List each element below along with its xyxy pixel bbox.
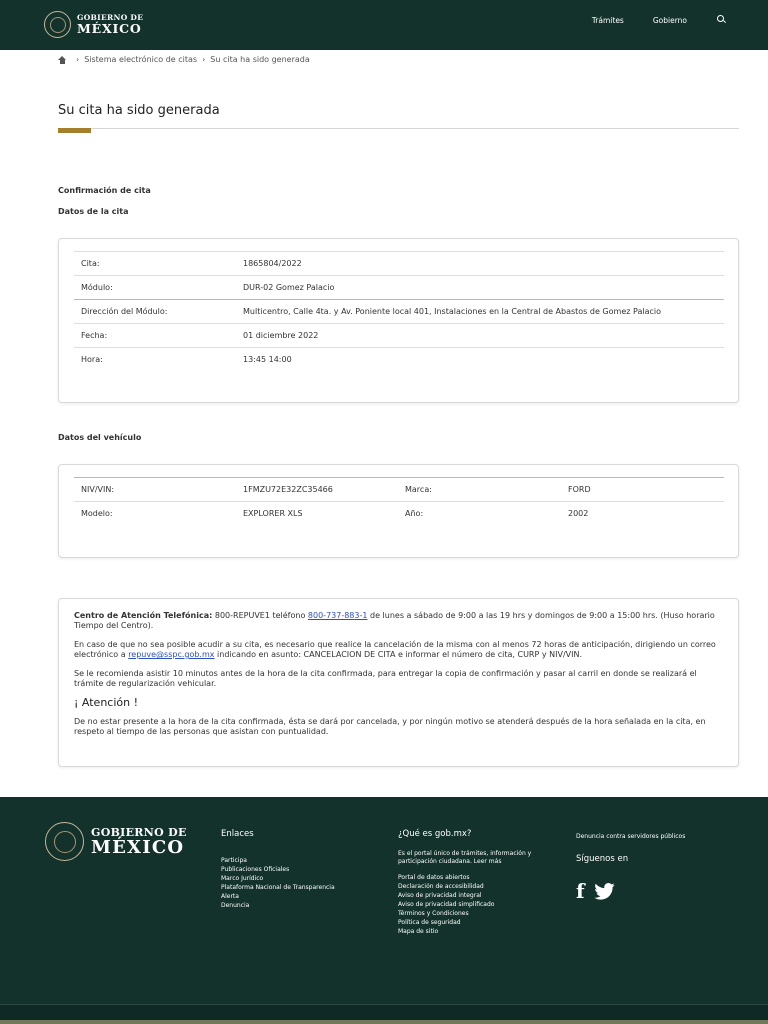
chevron-right-icon: › — [76, 55, 80, 64]
footer-link-alerta[interactable]: Alerta — [221, 893, 239, 900]
cell-label: Modelo: — [81, 509, 113, 518]
footer-about-text: Es el portal único de trámites, información y participación ciudadana. Leer más — [398, 850, 532, 865]
appointment-heading: Datos de la cita — [58, 207, 129, 216]
cell-value: Multicentro, Calle 4ta. y Av. Poniente local 401, Instalaciones en la Central de Abastos de Gomez Palacio — [243, 307, 661, 316]
vehicle-table — [74, 477, 724, 525]
footer-link-terminos[interactable]: Términos y Condiciones — [398, 910, 469, 917]
cell-value: FORD — [568, 485, 591, 494]
top-navbar — [0, 0, 768, 50]
cell-value: 2002 — [568, 509, 589, 518]
footer-link-mapa[interactable]: Mapa de sitio — [398, 928, 439, 935]
chevron-right-icon: › — [202, 55, 206, 64]
phone-link[interactable]: 800-737-883-1 — [307, 611, 368, 620]
cell-label: Dirección del Módulo: — [81, 307, 168, 316]
cell-value: DUR-02 Gomez Palacio — [243, 283, 335, 292]
footer-link-publicaciones[interactable]: Publicaciones Oficiales — [221, 866, 290, 873]
social-links — [576, 881, 616, 901]
main-nav — [563, 14, 728, 26]
attention-heading: ¡ Atención ! — [74, 696, 139, 709]
footer-follow-label: Síguenos en — [576, 854, 629, 864]
gobierno-de-mexico-logo[interactable] — [44, 11, 143, 38]
footer-about-title: ¿Qué es gob.mx? — [398, 829, 472, 839]
logo-line-2: MÉXICO — [77, 20, 142, 36]
vehicle-card — [58, 464, 739, 558]
home-icon[interactable] — [58, 56, 66, 64]
cell-label: Hora: — [81, 355, 103, 364]
footer-link-denuncia[interactable]: Denuncia — [221, 902, 250, 909]
breadcrumb — [58, 55, 310, 64]
coat-of-arms-icon — [45, 822, 84, 861]
footer-logo-line-2: MÉXICO — [91, 836, 185, 858]
footer-link-transparencia[interactable]: Plataforma Nacional de Transparencia — [221, 884, 335, 891]
table-row — [74, 251, 724, 275]
table-row — [74, 477, 724, 501]
nav-gobierno[interactable]: Gobierno — [652, 15, 687, 25]
appointment-card — [58, 238, 739, 403]
attention-paragraph: De no estar presente a la hora de la cita confirmada, ésta se dará por cancelada, y por ningún motivo se atenderá después de la hora señalada en la cita, en respeto al tiempo de las personas que asistan con puntualidad. — [74, 717, 706, 736]
cell-label: Módulo: — [81, 283, 113, 292]
table-row — [74, 275, 724, 299]
cell-value: 1865804/2022 — [243, 259, 302, 268]
footer-link-datos-abiertos[interactable]: Portal de datos abiertos — [398, 874, 470, 881]
facebook-icon[interactable]: f — [576, 879, 585, 903]
breadcrumb-item-current: Su cita ha sido generada — [210, 55, 310, 64]
vehicle-heading: Datos del vehículo — [58, 433, 142, 442]
call-center-paragraph: Centro de Atención Telefónica: 800-REPUVE1 teléfono 800-737-883-1 de lunes a sábado de 9:00 a las 19 hrs y domingos de 9:00 a 15:00 hrs. (Huso horario Tiempo del Centro). — [74, 611, 715, 630]
cell-value: 13:45 14:00 — [243, 355, 292, 364]
cancellation-paragraph: En caso de que no sea posible acudir a su cita, es necesario que realice la cancelación de la misma con al menos 72 horas de anticipación, dirigiendo un correo electrónico a repuve@sspc.gob.mx indicando en asunto: CANCELACION DE CITA e informar el número de cita, CURP y NIV/VIN. — [74, 640, 716, 659]
cell-label: NIV/VIN: — [81, 485, 115, 494]
information-box — [58, 598, 739, 767]
page-title: Su cita ha sido generada — [58, 103, 220, 118]
footer-link-seguridad[interactable]: Política de seguridad — [398, 919, 461, 926]
cell-label: Fecha: — [81, 331, 108, 340]
nav-tramites[interactable]: Trámites — [591, 15, 624, 25]
footer — [0, 797, 768, 1024]
footer-link-privacidad-simplificado[interactable]: Aviso de privacidad simplificado — [398, 901, 495, 908]
title-divider — [58, 128, 739, 129]
coat-of-arms-icon — [44, 11, 71, 38]
footer-link-marco-juridico[interactable]: Marco Jurídico — [221, 875, 264, 882]
footer-link-accesibilidad[interactable]: Declaración de accesibilidad — [398, 883, 484, 890]
footer-logo-line-1: GOBIERNO DE — [91, 825, 187, 839]
cell-value: EXPLORER XLS — [243, 509, 303, 518]
footer-links-column — [221, 830, 335, 910]
twitter-icon[interactable] — [593, 883, 616, 900]
logo-line-1: GOBIERNO DE — [77, 13, 144, 22]
table-row — [74, 299, 724, 323]
title-accent-bar — [58, 128, 91, 133]
footer-link-privacidad-integral[interactable]: Aviso de privacidad integral — [398, 892, 482, 899]
cell-value: 01 diciembre 2022 — [243, 331, 319, 340]
footer-report-link[interactable]: Denuncia contra servidores públicos — [576, 833, 686, 840]
cell-label: Cita: — [81, 259, 100, 268]
search-icon[interactable] — [716, 14, 728, 26]
call-center-title: Centro de Atención Telefónica: — [74, 611, 213, 620]
cell-label: Año: — [405, 509, 424, 518]
footer-logo[interactable] — [45, 822, 187, 861]
confirmation-heading: Confirmación de cita — [58, 186, 151, 195]
footer-about-column — [398, 830, 558, 936]
table-row — [74, 323, 724, 347]
footer-link-participa[interactable]: Participa — [221, 857, 247, 864]
footer-decorative-strip — [0, 1004, 768, 1024]
appointment-table — [74, 251, 724, 371]
cell-value: 1FMZU72E32ZC35466 — [243, 485, 333, 494]
table-row — [74, 501, 724, 525]
cell-label: Marca: — [405, 485, 432, 494]
breadcrumb-item-sistema[interactable]: Sistema electrónico de citas — [84, 55, 198, 64]
table-row — [74, 347, 724, 371]
email-link[interactable]: repuve@sspc.gob.mx — [128, 650, 215, 659]
footer-links-title: Enlaces — [221, 829, 254, 839]
recommendation-paragraph: Se le recomienda asistir 10 minutos antes de la hora de la cita confirmada, para entregar la copia de confirmación y pasar al carril en donde se realizará el trámite de regularización vehicular. — [74, 669, 697, 688]
